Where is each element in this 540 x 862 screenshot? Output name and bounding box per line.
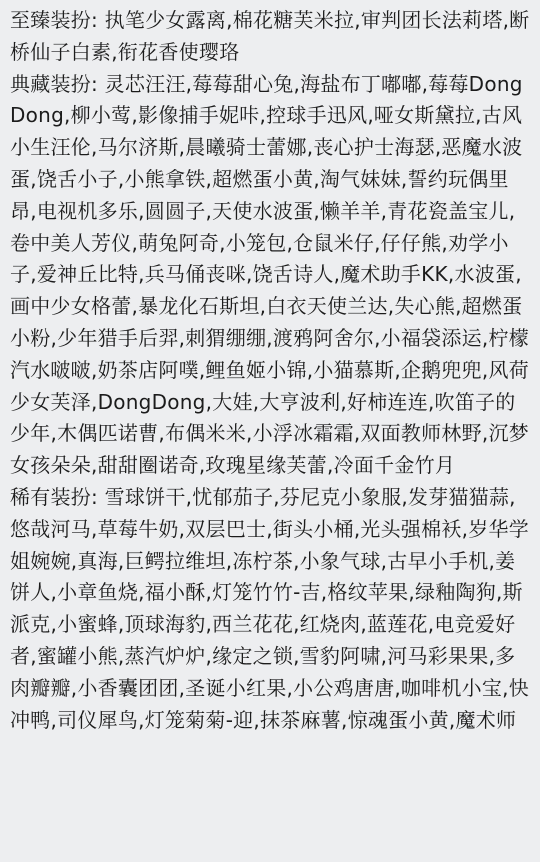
section-label-rare: 稀有装扮:	[10, 484, 98, 509]
section-supreme-outfits	[10, 5, 530, 69]
section-items-supreme: 执笔少女露离,棉花糖芙米拉,审判团长法莉塔,断桥仙子白素,衔花香使璎珞	[10, 8, 530, 64]
section-collection-outfits	[10, 69, 530, 482]
section-items-rare: 雪球饼干,忧郁茄子,芬尼克小象服,发芽猫猫蒜,悠哉河马,草莓牛奶,双层巴士,街头小桶,光头强棉袄,岁华学姐婉婉,真海,巨鳄拉维坦,冻柠茶,小象气球,古早小手机,姜饼人,小章鱼烧,福小酥,灯笼竹竹-吉,格纹苹果,绿釉陶狗,斯派克,小蜜蜂,顶球海豹,西兰花花,红烧肉,蓝莲花,电竞爱好者,蜜罐小熊,蒸汽炉炉,缘定之锁,雪豹阿啸,河马彩果果,多肉瓣瓣,小香囊团团,圣诞小红果,小公鸡唐唐,咖啡机小宝,快冲鸭,司仪犀鸟,灯笼菊菊-迎,抹茶麻薯,惊魂蛋小黄,魔术师	[10, 484, 530, 732]
section-items-collection: 灵芯汪汪,莓莓甜心兔,海盐布丁嘟嘟,莓莓DongDong,柳小莺,影像捕手妮咔,控球手迅风,哑女斯黛拉,古风小生汪伦,马尔济斯,晨曦骑士蕾娜,丧心护士海瑟,恶魔水波蛋,饶舌小子,小熊拿铁,超燃蛋小黄,淘气妹妹,誓约玩偶里昂,电视机多乐,圆圆子,天使水波蛋,懒羊羊,青花瓷盖宝儿,卷中美人芳仪,萌兔阿奇,小笼包,仓鼠米仔,仔仔熊,劝学小子,爱神丘比特,兵马俑丧咪,饶舌诗人,魔术助手KK,水波蛋,画中少女格蕾,暴龙化石斯坦,白衣天使兰达,失心熊,超燃蛋小粉,少年猎手后羿,刺猬绷绷,渡鸦阿舍尔,小福袋添运,柠檬汽水啵啵,奶茶店阿噗,鲤鱼姬小锦,小猫慕斯,企鹅兜兜,风荷少女芙泽,DongDong,大娃,大亨波利,好柿连连,吹笛子的少年,木偶匹诺曹,布偶米米,小浮冰霜霜,双面教师林野,沉梦女孩朵朵,甜甜圈诺奇,玫瑰星缘芙蕾,冷面千金竹月	[10, 71, 530, 478]
section-rare-outfits	[10, 482, 530, 736]
section-label-supreme: 至臻装扮:	[10, 8, 98, 32]
section-label-collection: 典藏装扮:	[10, 71, 98, 96]
